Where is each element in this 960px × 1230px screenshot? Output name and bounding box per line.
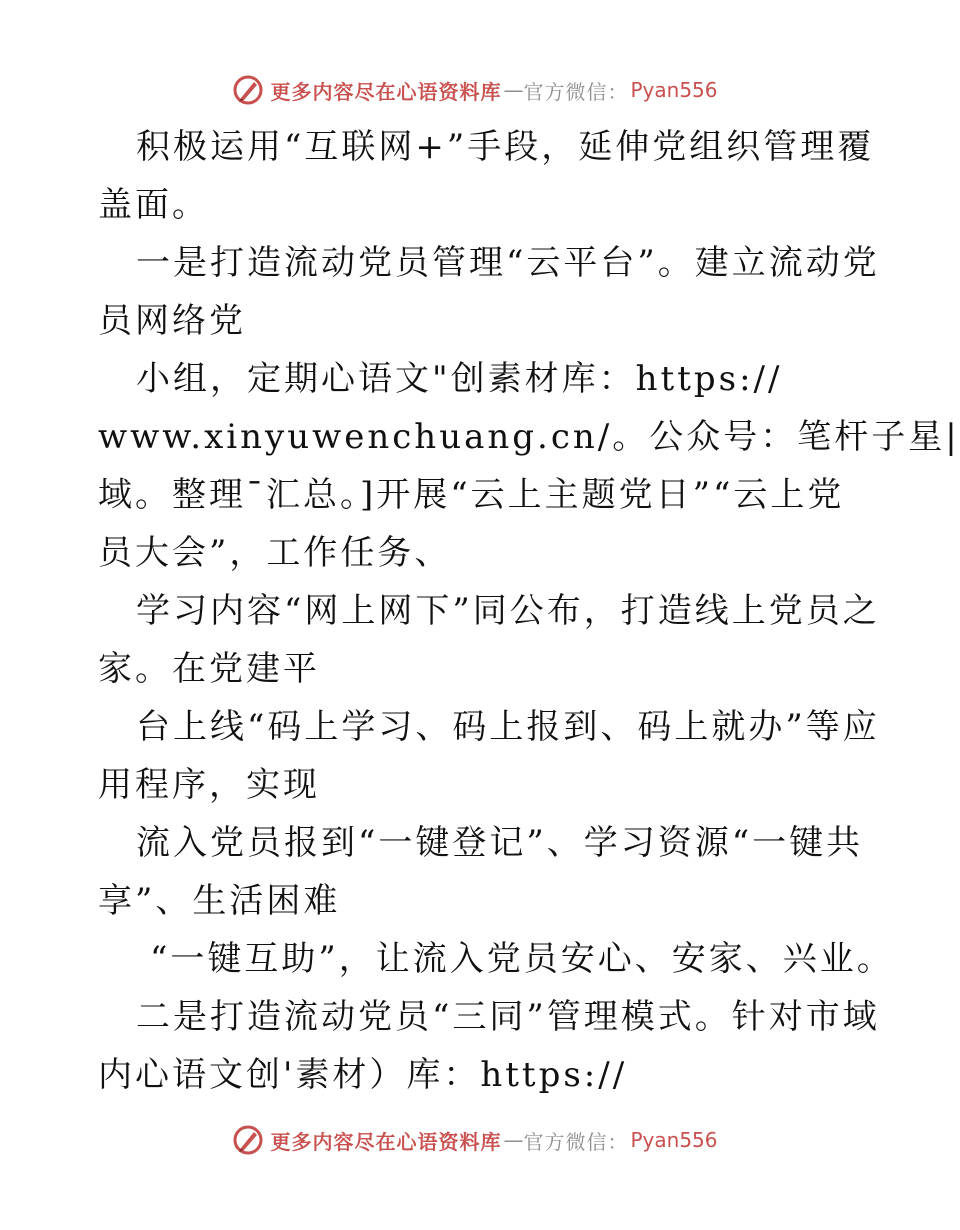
text-line: 享”、生活困难	[98, 881, 341, 921]
text-line: www.xinyuwenchuang.cn/。公众号：笔杆子星|	[98, 417, 960, 457]
text-line: 内心语文创'素材）库：https://	[98, 1055, 628, 1095]
text-line: 一是打造流动党员管理“云平台”。建立流动党	[136, 243, 880, 283]
text-line: 二是打造流动党员“三同”管理模式。针对市域	[136, 997, 880, 1037]
text-line: “一键互助”，让流入党员安心、安家、兴业。	[150, 939, 894, 979]
footer-banner	[0, 1120, 950, 1160]
text-line: 积极运用“互联网+”手段，延伸党组织管理覆	[136, 127, 875, 167]
text-line: 流入党员报到“一键登记”、学习资源“一键共	[136, 823, 864, 863]
banner-wechat-label: 官方微信：	[523, 79, 629, 104]
banner-wechat-label: 官方微信：	[523, 1129, 629, 1154]
banner-dash: —	[503, 78, 522, 102]
text-line: 域。整理¯汇总。]开展“云上主题党日”“云上党	[98, 475, 845, 515]
text-line: 小组，定期心语文"创素材库：https://	[136, 359, 783, 399]
text-line: 员大会”，工作任务、	[98, 533, 452, 573]
text-line: 台上线“码上学习、码上报到、码上就办”等应	[136, 707, 880, 747]
document-body	[98, 118, 960, 1104]
banner-wechat-id: Pyan556	[630, 78, 718, 102]
text-line: 盖面。	[98, 185, 209, 225]
banner-wechat-id: Pyan556	[630, 1128, 718, 1152]
text-line: 学习内容“网上网下”同公布，打造线上党员之	[136, 591, 880, 631]
text-line: 员网络党	[98, 301, 246, 341]
banner-main-text: 更多内容尽在心语资料库	[270, 1129, 502, 1154]
text-line: 家。在党建平	[98, 649, 320, 689]
pen-logo-icon	[232, 74, 264, 106]
banner-main-text: 更多内容尽在心语资料库	[270, 79, 502, 104]
pen-logo-icon	[232, 1124, 264, 1156]
header-banner	[0, 70, 950, 110]
banner-dash: —	[503, 1128, 522, 1152]
text-line: 用程序，实现	[98, 765, 320, 805]
